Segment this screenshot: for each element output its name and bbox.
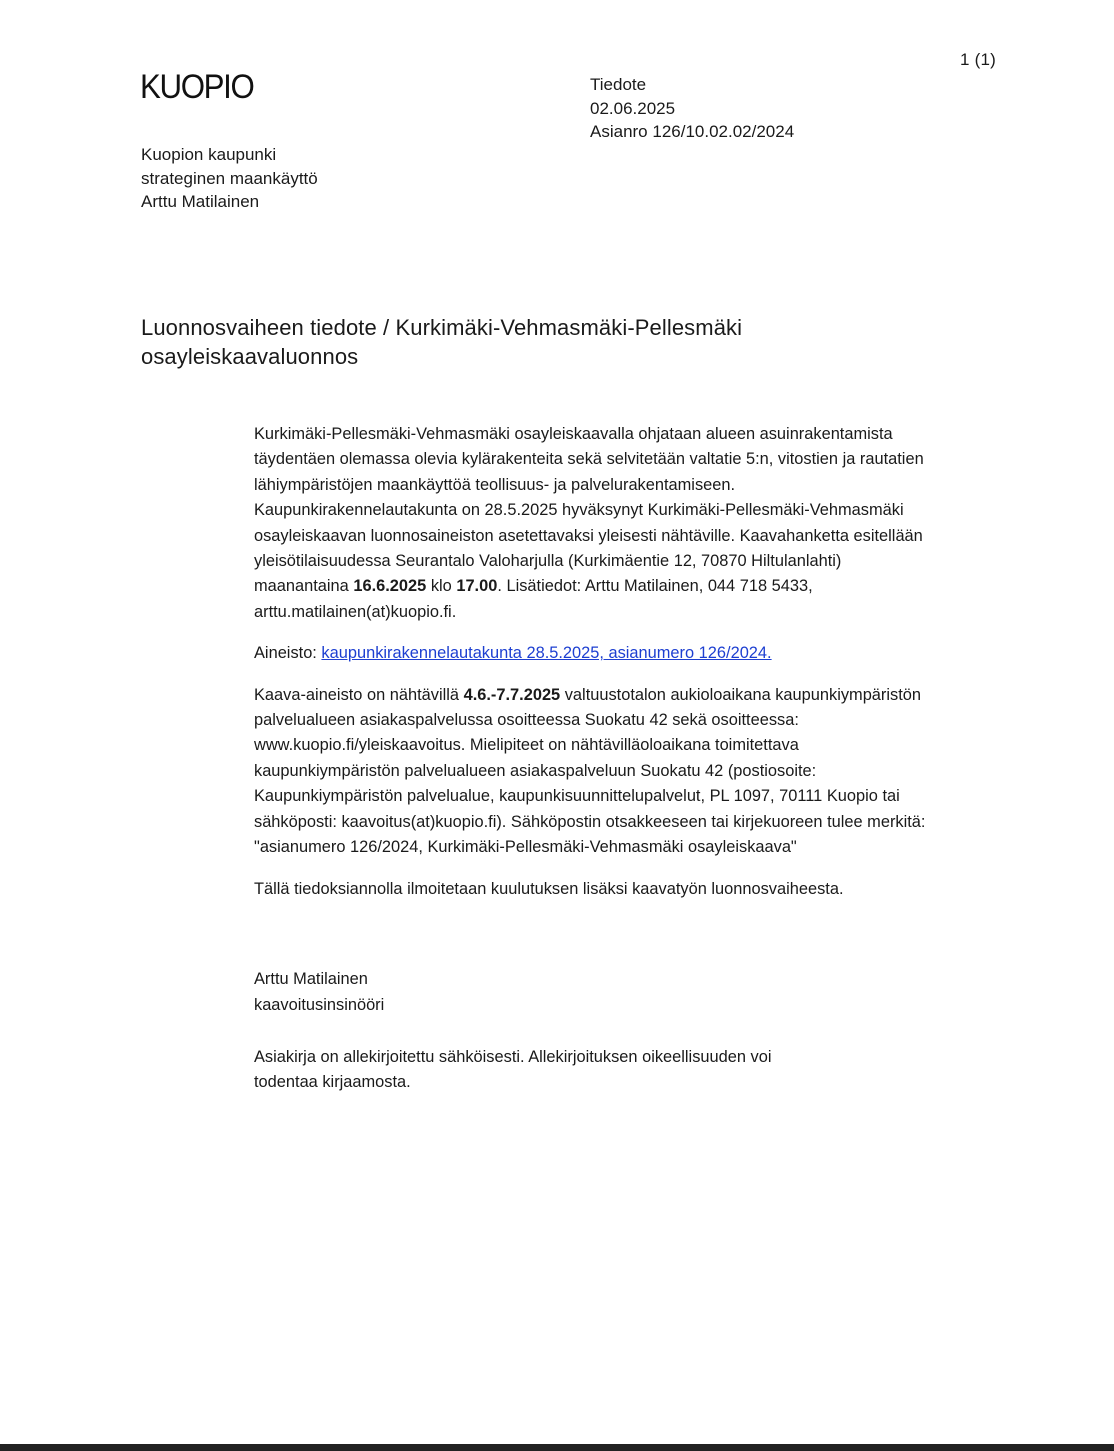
material-label: Aineisto:: [254, 644, 322, 663]
sender-organization: Kuopion kaupunki: [141, 145, 277, 164]
paragraph-intro: [254, 422, 994, 625]
material-link[interactable]: kaupunkirakennelautakunta 28.5.2025, asianumero 126/2024.: [321, 644, 772, 663]
title-line: osayleiskaavaluonnos: [141, 344, 359, 369]
text-line: täydentäen olemassa olevia kylärakenteita sekä selvitetään valtatie 5:n, vitostien ja rautatien: [254, 450, 924, 469]
text-fragment: Kaava-aineisto on nähtävillä: [254, 685, 464, 704]
document-title: [141, 313, 861, 371]
contact-email: arttu.matilainen(at)kuopio.fi.: [254, 602, 457, 621]
note-line: Asiakirja on allekirjoitettu sähköisesti. Allekirjoituksen oikeellisuuden voi: [254, 1048, 772, 1066]
text-line: lähiympäristöjen maankäyttöä teollisuus- ja palvelurakentamiseen.: [254, 475, 736, 494]
document-meta: [590, 73, 794, 144]
text-fragment: . Lisätiedot: Arttu Matilainen, 044 718 5433,: [497, 577, 813, 596]
signer-name: Arttu Matilainen: [254, 970, 368, 988]
bottom-edge-bar: [0, 1444, 1114, 1451]
note-line: todentaa kirjaamosta.: [254, 1073, 411, 1092]
text-line: kaupunkiympäristön palvelualueen asiakaspalveluun Suokatu 42 (postiosoite:: [254, 761, 817, 780]
sender-block: [141, 143, 318, 214]
text-line: sähköposti: kaavoitus(at)kuopio.fi). Sähköpostin otsakkeeseen tai kirjekuoreen tulee merkitä:: [254, 812, 926, 831]
page-number: 1 (1): [960, 50, 996, 69]
text-fragment: klo: [426, 577, 457, 596]
text-line: palvelualueen asiakaspalvelussa osoitteessa Suokatu 42 sekä osoitteessa:: [254, 711, 799, 730]
kuopio-logo: KUOPIO: [140, 68, 254, 106]
document-date: 02.06.2025: [590, 98, 676, 118]
availability-dates: 4.6.-7.7.2025: [463, 685, 561, 704]
text-line: Kaupunkirakennelautakunta on 28.5.2025 hyväksynyt Kurkimäki-Pellesmäki-Vehmasmäki: [254, 501, 904, 520]
event-date: 16.6.2025: [353, 577, 427, 596]
text-fragment: valtuustotalon aukioloaikana kaupunkiympäristön: [560, 685, 922, 704]
electronic-signature-note: [254, 1045, 854, 1096]
sender-name: Arttu Matilainen: [141, 192, 260, 211]
case-number: Asianro 126/10.02.02/2024: [590, 122, 795, 141]
event-time: 17.00: [456, 577, 498, 596]
text-line: Kurkimäki-Pellesmäki-Vehmasmäki osayleiskaavalla ohjataan alueen asuinrakentamista: [254, 425, 893, 443]
title-line: Luonnosvaiheen tiedote / Kurkimäki-Vehmasmäki-Pellesmäki: [141, 315, 743, 340]
text-line: "asianumero 126/2024, Kurkimäki-Pellesmäki-Vehmasmäki osayleiskaava": [254, 838, 797, 857]
text-fragment: maanantaina: [254, 577, 354, 596]
text-line: www.kuopio.fi/yleiskaavoitus. Mielipiteet on nähtävilläoloaikana toimitettava: [254, 736, 799, 755]
paragraph-material: [254, 641, 994, 666]
text-line: yleisötilaisuudessa Seurantalo Valoharjulla (Kurkimäentie 12, 70870 Hiltulanlahti): [254, 552, 842, 571]
sender-department: strateginen maankäyttö: [141, 168, 318, 188]
signer-role: kaavoitusinsinööri: [254, 996, 385, 1014]
text-line: osayleiskaavan luonnosaineiston asetettavaksi yleisesti nähtäville. Kaavahanketta esitellään: [254, 526, 923, 545]
text-line: Kaupunkiympäristön palvelualue, kaupunkisuunnittelupalvelut, PL 1097, 70111 Kuopio tai: [254, 787, 900, 806]
paragraph-availability: [254, 683, 994, 861]
document-type: Tiedote: [590, 75, 647, 94]
document-body: [254, 422, 994, 902]
paragraph-notice: Tällä tiedoksiannolla ilmoitetaan kuulutuksen lisäksi kaavatyön luonnosvaiheesta.: [254, 879, 844, 898]
signature-block: [254, 966, 384, 1018]
